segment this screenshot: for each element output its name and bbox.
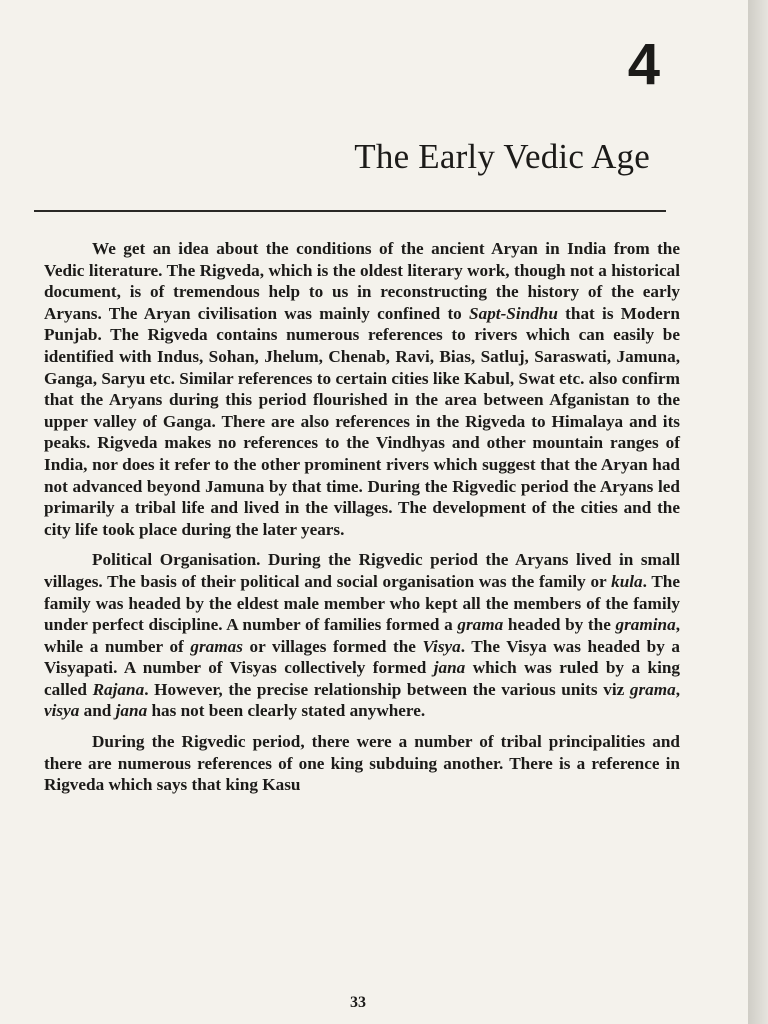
- text-run: that is Modern Punjab. The Rigveda contains numerous references to rivers which can easily be identified with Indus, Sohan, Jhelum, Chenab, Ravi, Bias, Satluj, Saraswati, Jamuna, Ganga, Saryu etc. Similar references to certain cities like Kabul, Swat etc. also confirm that the Aryans during this period flourished in the area between Afganistan to the upper valley of Ganga. There are also references in the Rigveda to Himalaya and its peaks. Rigveda makes no references to the Vindhyas and other mountain ranges of India, nor does it refer to the other prominent rivers which suggest that the Aryan had not advanced beyond Jamuna by that time. During the Rigvedic period the Aryans led primarily a tribal life and lived in the villages. The development of the cities and the city life took place during the later years.: [44, 303, 680, 539]
- italic-term: Rajana: [92, 679, 145, 699]
- italic-term: grama: [457, 615, 504, 635]
- paragraph-tribal-principalities: [44, 731, 680, 796]
- text-run: . The family was headed by the eldest male member who kept all the members of the family under perfect discipline. A number of families formed a: [44, 571, 680, 635]
- text-run: or villages formed the: [242, 636, 423, 656]
- text-run: headed by the: [503, 615, 616, 635]
- paragraph-intro: [44, 238, 680, 540]
- italic-term: grama: [629, 679, 676, 699]
- text-run: ,: [675, 679, 680, 699]
- page-edge-shadow: [748, 0, 768, 1024]
- text-run: . The Visya was headed by a Visyapati. A number of Visyas collectively formed: [44, 636, 680, 678]
- title-divider: [34, 210, 666, 212]
- italic-term: gramas: [190, 636, 243, 656]
- chapter-number: 4: [627, 32, 660, 97]
- text-run: , while a number of: [44, 615, 680, 656]
- text-run: has not been clearly stated anywhere.: [147, 701, 426, 721]
- chapter-title: The Early Vedic Age: [354, 137, 650, 176]
- text-run: and: [79, 701, 116, 721]
- italic-term: Visya: [422, 636, 461, 656]
- body-text: [44, 238, 680, 796]
- paragraph-political-organisation: [44, 549, 680, 722]
- text-run: During the Rigvedic period the Aryans lived in small villages. The basis of their political and social organisation was the family or: [44, 550, 681, 591]
- section-heading: Political Organisation.: [92, 550, 261, 570]
- text-run: We get an idea about the conditions of the ancient Aryan in India from the Vedic literature. The Rigveda, which is the oldest literary work, though not a historical document, is of tremendous help to us in reconstructing the history of the early Aryans. The Aryan civilisation was mainly confined to: [44, 239, 680, 323]
- italic-term: Sapt-Sindhu: [469, 303, 558, 323]
- text-run: During the Rigvedic period, there were a number of tribal principalities and there are numerous references of one king subduing another. There is a reference in Rigveda which says that king Kasu: [44, 732, 680, 795]
- text-run: . However, the precise relationship between the various units viz: [144, 679, 630, 699]
- italic-term: gramina: [615, 615, 676, 635]
- italic-term: jana: [433, 658, 466, 678]
- italic-term: kula: [611, 571, 643, 591]
- page-number: 33: [350, 994, 366, 1011]
- italic-term: jana: [115, 701, 148, 721]
- italic-term: visya: [44, 701, 80, 721]
- text-run: which was ruled by a king called: [44, 658, 680, 699]
